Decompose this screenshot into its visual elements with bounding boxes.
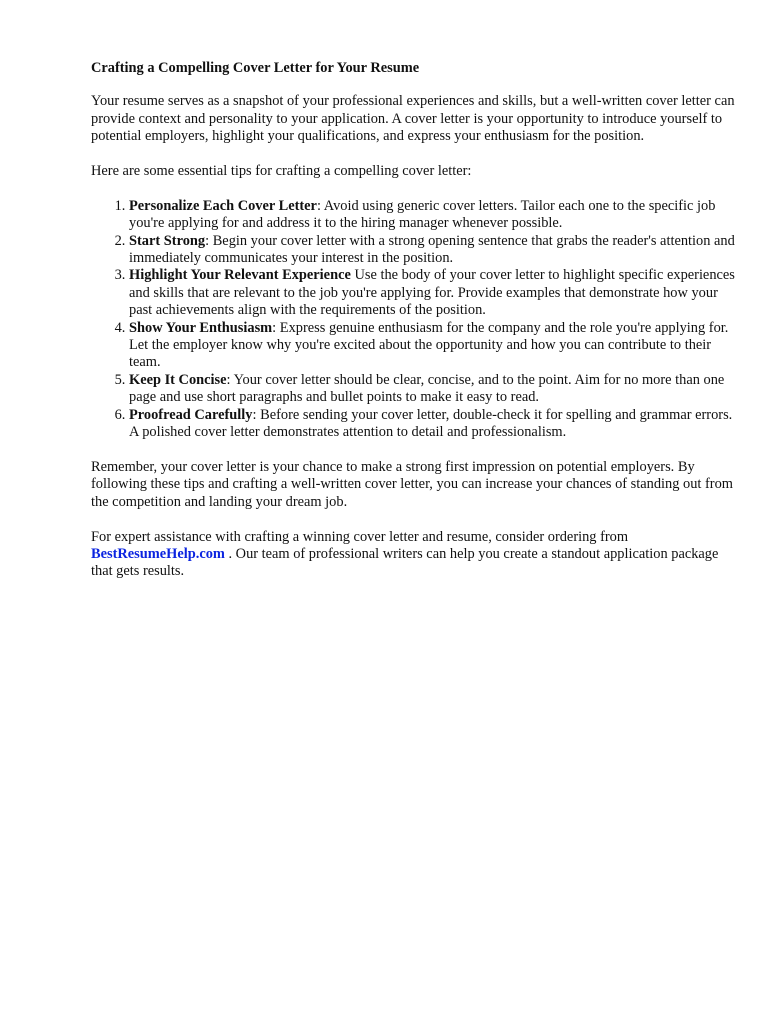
list-item	[129, 407, 736, 442]
tip-separator: :	[272, 319, 280, 336]
tip-separator: :	[226, 371, 234, 388]
cta-paragraph	[91, 529, 736, 581]
tip-body: Your cover letter should be clear, concise, and to the point. Aim for no more than one page and use short paragraphs and bullet points to make it easy to read.	[129, 371, 725, 406]
tip-heading: Start Strong	[129, 232, 206, 249]
list-item	[129, 320, 736, 372]
tip-body: Use the body of your cover letter to highlight specific experiences and skills that are relevant to the job you're applying for. Provide examples that demonstrate how your past achievements align with the requirements of the position.	[129, 267, 735, 319]
tip-separator: :	[205, 232, 213, 249]
best-resume-help-link[interactable]: BestResumeHelp.com	[91, 545, 225, 562]
tip-separator: :	[252, 406, 261, 423]
tip-heading: Show Your Enthusiasm	[129, 319, 273, 336]
tip-body: Begin your cover letter with a strong opening sentence that grabs the reader's attention and immediately communicates your interest in the position.	[129, 232, 735, 267]
list-item	[129, 372, 736, 407]
intro-paragraph: Your resume serves as a snapshot of your professional experiences and skills, but a well-written cover letter can provide context and personality to your application. A cover letter is your opportunity to introduce yourself to potential employers, highlight your qualifications, and express your enthusiasm for the position.	[91, 93, 735, 145]
document-title: Crafting a Compelling Cover Letter for Your Resume	[91, 60, 420, 76]
tip-body: Before sending your cover letter, double-check it for spelling and grammar errors. A polished cover letter demonstrates attention to detail and professionalism.	[129, 406, 733, 441]
tip-body: Avoid using generic cover letters. Tailor each one to the specific job you're applying for and address it to the hiring manager whenever possible.	[129, 197, 716, 232]
tip-heading: Personalize Each Cover Letter	[129, 197, 317, 214]
list-item	[129, 233, 736, 268]
tip-heading: Keep It Concise	[129, 371, 227, 388]
tips-intro-paragraph: Here are some essential tips for crafting a compelling cover letter:	[91, 163, 472, 180]
tip-body: Express genuine enthusiasm for the company and the role you're applying for. Let the employer know why you're excited about the opportunity and how you can contribute to their team.	[129, 319, 729, 371]
conclusion-paragraph: Remember, your cover letter is your chance to make a strong first impression on potential employers. By following these tips and crafting a well-written cover letter, you can increase your chances of standing out from the competition and landing your dream job.	[91, 458, 733, 510]
list-item	[129, 198, 736, 233]
tip-heading: Proofread Carefully	[129, 406, 253, 423]
tip-separator: :	[316, 197, 324, 214]
tip-heading: Highlight Your Relevant Experience	[129, 267, 351, 284]
list-item	[129, 267, 736, 319]
cta-text-after: . Our team of professional writers can help you create a standout application package that gets results.	[91, 545, 719, 580]
cta-text-before: For expert assistance with crafting a winning cover letter and resume, consider ordering from	[91, 528, 629, 545]
tips-list	[91, 198, 736, 442]
document-page	[91, 60, 736, 598]
